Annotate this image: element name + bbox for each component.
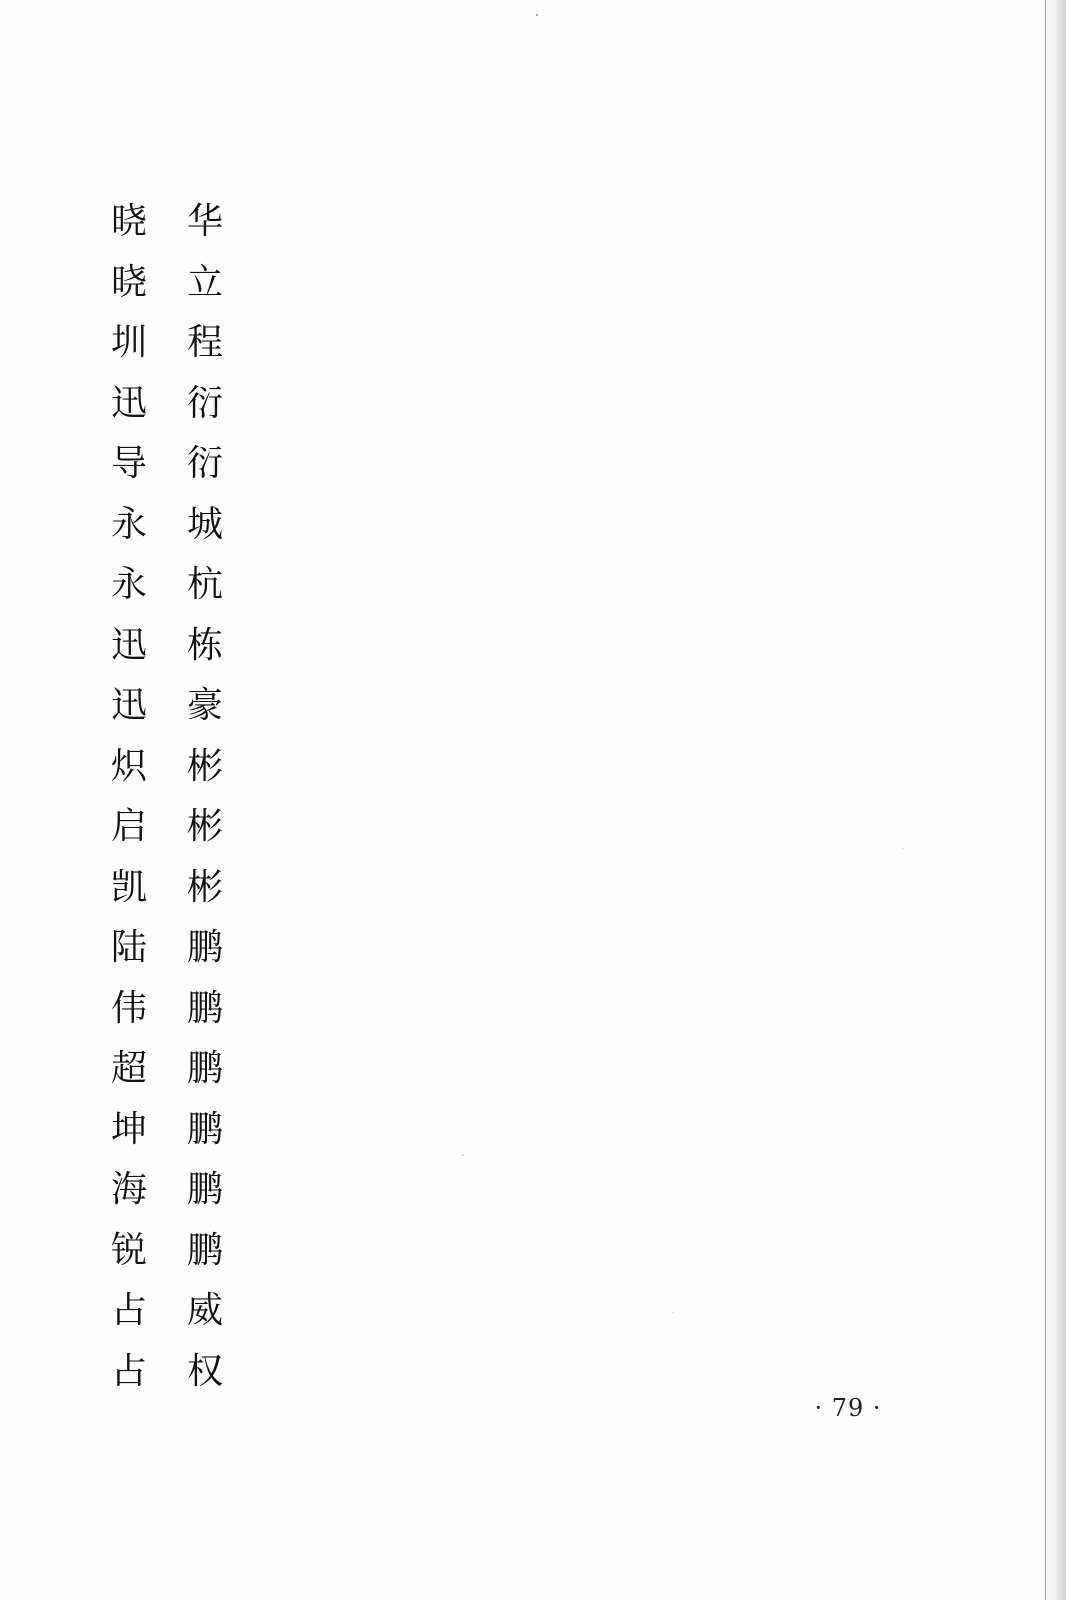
name-char-second: 彬 xyxy=(186,866,223,908)
name-char-first: 锐 xyxy=(110,1229,147,1271)
name-char-second: 程 xyxy=(186,322,223,364)
name-char-second: 豪 xyxy=(186,685,223,727)
name-row xyxy=(110,555,224,616)
name-char-first: 晓 xyxy=(110,201,147,243)
name-row xyxy=(110,192,224,253)
name-row xyxy=(110,858,224,919)
name-char-second: 鹏 xyxy=(186,1169,223,1211)
name-row xyxy=(110,313,224,374)
name-char-first: 迅 xyxy=(110,382,147,424)
name-char-first: 伟 xyxy=(110,987,147,1029)
name-row xyxy=(110,797,224,858)
name-char-first: 占 xyxy=(110,1350,147,1392)
name-char-first: 晓 xyxy=(110,261,147,303)
name-char-second: 权 xyxy=(186,1350,223,1392)
name-char-first: 占 xyxy=(110,1290,147,1332)
names-list xyxy=(110,192,224,1402)
name-char-second: 鹏 xyxy=(186,1229,223,1271)
name-char-second: 彬 xyxy=(186,806,223,848)
name-char-first: 圳 xyxy=(110,322,147,364)
name-row xyxy=(110,1039,224,1100)
name-row xyxy=(110,918,224,979)
page-number: · 79 · xyxy=(814,1394,882,1422)
scan-speck xyxy=(536,14,538,16)
name-char-second: 立 xyxy=(186,261,223,303)
name-char-second: 鹏 xyxy=(186,927,223,969)
page-edge-line xyxy=(1045,0,1046,1600)
name-char-first: 迅 xyxy=(110,624,147,666)
name-row xyxy=(110,979,224,1040)
name-char-second: 城 xyxy=(186,503,223,545)
name-char-second: 鹏 xyxy=(186,987,223,1029)
name-char-first: 永 xyxy=(110,503,147,545)
name-row xyxy=(110,737,224,798)
scan-speck xyxy=(462,1154,464,1156)
name-char-first: 启 xyxy=(110,806,147,848)
name-char-first: 导 xyxy=(110,443,147,485)
name-row xyxy=(110,1160,224,1221)
name-row xyxy=(110,1281,224,1342)
name-char-first: 迅 xyxy=(110,685,147,727)
scan-speck xyxy=(902,848,904,850)
name-char-second: 衍 xyxy=(186,382,223,424)
scan-speck xyxy=(672,1312,674,1314)
name-char-second: 华 xyxy=(186,201,223,243)
name-row xyxy=(110,434,224,495)
name-row xyxy=(110,1221,224,1282)
name-char-first: 海 xyxy=(110,1169,147,1211)
name-char-first: 陆 xyxy=(110,927,147,969)
name-char-first: 凯 xyxy=(110,866,147,908)
name-char-first: 永 xyxy=(110,564,147,606)
name-char-second: 杭 xyxy=(186,564,223,606)
name-char-first: 坤 xyxy=(110,1108,147,1150)
name-row xyxy=(110,374,224,435)
name-char-second: 栋 xyxy=(186,624,223,666)
name-char-second: 衍 xyxy=(186,443,223,485)
name-row xyxy=(110,495,224,556)
name-row xyxy=(110,676,224,737)
name-row xyxy=(110,616,224,677)
name-char-second: 威 xyxy=(186,1290,223,1332)
name-char-first: 炽 xyxy=(110,745,147,787)
name-char-first: 超 xyxy=(110,1048,147,1090)
name-char-second: 鹏 xyxy=(186,1048,223,1090)
name-row xyxy=(110,1342,224,1403)
page-edge-shadow xyxy=(1044,0,1066,1600)
name-char-second: 鹏 xyxy=(186,1108,223,1150)
name-row xyxy=(110,253,224,314)
name-char-second: 彬 xyxy=(186,745,223,787)
name-row xyxy=(110,1100,224,1161)
